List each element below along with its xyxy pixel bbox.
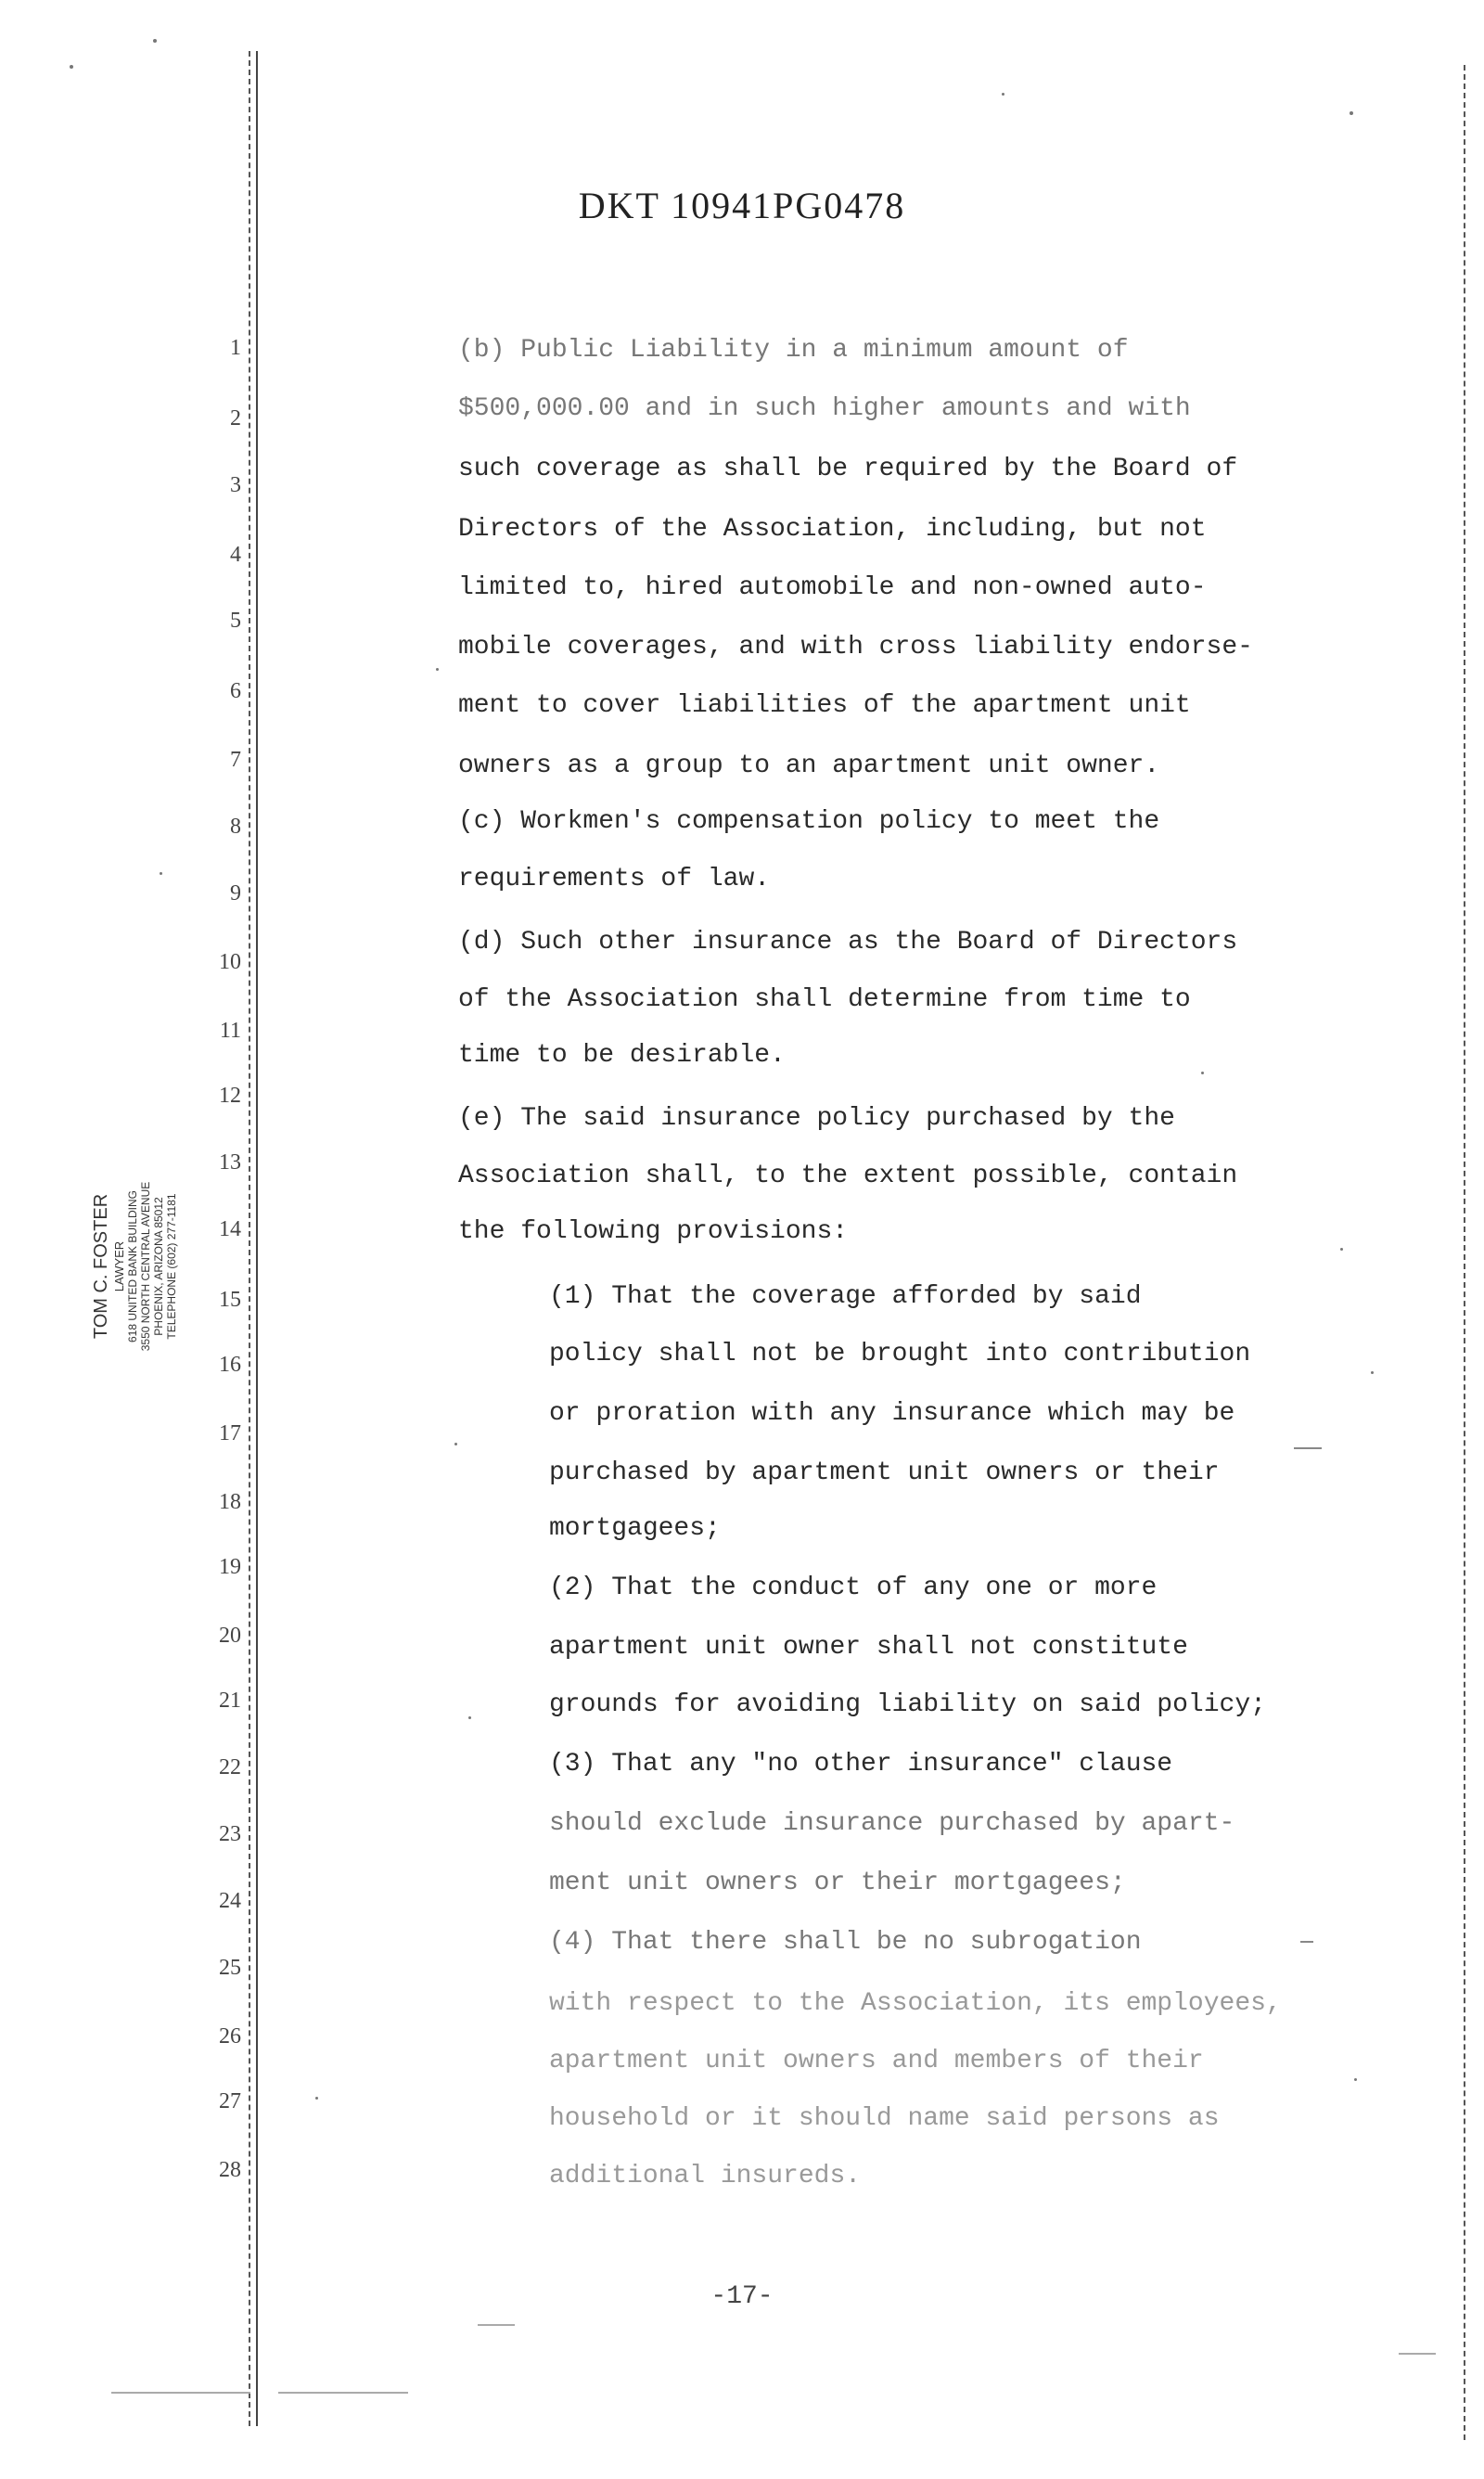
body-line: ment unit owners or their mortgagees; [549,1869,1126,1897]
scan-speck [315,2097,318,2100]
body-line: (b) Public Liability in a minimum amount of [458,336,1129,365]
line-number: 13 [219,1150,241,1175]
line-number: 23 [219,1822,241,1846]
body-line: or proration with any insurance which may be [549,1399,1235,1428]
scan-speck [70,65,73,69]
line-number: 4 [230,543,241,567]
scan-speck [1002,93,1004,96]
line-number: 22 [219,1755,241,1779]
line-number: 26 [219,2024,241,2049]
scan-speck [1201,1072,1204,1074]
body-line: policy shall not be brought into contribution [549,1340,1251,1368]
line-number: 17 [219,1421,241,1445]
attorney-address-1: 618 UNITED BANK BUILDING [126,1189,139,1343]
body-line: Directors of the Association, including, but not [458,515,1207,544]
body-line: (c) Workmen's compensation policy to meet the [458,807,1160,836]
line-number: 18 [219,1490,241,1514]
line-number: 12 [219,1084,241,1108]
line-number: 7 [230,748,241,772]
body-line: mortgagees; [549,1514,721,1543]
margin-rule-left [249,51,250,2426]
body-line: additional insureds. [549,2162,862,2190]
scan-speck [1340,1248,1343,1251]
scan-dash [1399,2353,1436,2355]
body-line: apartment unit owners and members of their [549,2047,1204,2075]
body-line: owners as a group to an apartment unit owner. [458,751,1160,780]
body-line: mobile coverages, and with cross liability endorse- [458,633,1253,661]
scan-dash [1294,1447,1322,1449]
scan-speck [436,668,439,671]
body-line: should exclude insurance purchased by apart- [549,1809,1235,1838]
body-line: (1) That the coverage afforded by said [549,1282,1142,1311]
body-line: with respect to the Association, its employees, [549,1989,1282,2018]
line-number: 24 [219,1889,241,1913]
attorney-sidebar [82,1160,211,1382]
body-line: limited to, hired automobile and non-owned auto- [458,573,1207,602]
line-number: 10 [219,950,241,974]
attorney-name: TOM C. FOSTER [91,1193,111,1340]
scan-dash [111,2392,250,2394]
scan-speck [1354,2078,1357,2081]
scan-speck [454,1443,457,1445]
body-line: of the Association shall determine from time to [458,985,1191,1014]
line-number: 1 [230,336,241,360]
scan-dash [1300,1941,1313,1943]
line-number: 14 [219,1217,241,1241]
body-line: grounds for avoiding liability on said policy; [549,1690,1266,1719]
line-number: 25 [219,1956,241,1980]
line-number: 8 [230,815,241,839]
body-line: such coverage as shall be required by the Board of [458,455,1238,483]
line-number: 9 [230,881,241,906]
body-line: ment to cover liabilities of the apartment unit [458,691,1191,720]
body-line: household or it should name said persons as [549,2104,1220,2133]
attorney-city: PHOENIX, ARIZONA 85012 [152,1197,165,1336]
line-number: 6 [230,679,241,703]
body-line: (2) That the conduct of any one or more [549,1573,1158,1602]
line-number: 20 [219,1624,241,1648]
line-number: 2 [230,406,241,430]
page-number: -17- [710,2282,774,2311]
line-number: 16 [219,1353,241,1377]
scan-speck [160,872,162,875]
line-number: 11 [219,1019,241,1043]
margin-rule-left-inner [256,51,258,2426]
body-line: purchased by apartment unit owners or their [549,1458,1220,1487]
attorney-phone: TELEPHONE (602) 277-1181 [165,1193,178,1340]
line-number: 19 [219,1555,241,1579]
scan-speck [153,39,157,43]
line-number: 27 [219,2089,241,2113]
line-number: 15 [219,1288,241,1312]
body-line: requirements of law. [458,865,771,893]
body-line: (4) That there shall be no subrogation [549,1928,1142,1957]
body-line: Association shall, to the extent possible, contain [458,1162,1238,1190]
body-line: the following provisions: [458,1217,849,1246]
scan-speck [468,1716,471,1719]
body-line: (3) That any "no other insurance" clause [549,1750,1173,1779]
margin-rule-right [1464,65,1465,2440]
attorney-title: LAWYER [112,1240,126,1292]
scan-speck [1350,111,1353,115]
body-line: time to be desirable. [458,1041,786,1070]
body-line: $500,000.00 and in such higher amounts and with [458,394,1191,423]
docket-stamp: DKT 10941PG0478 [578,185,906,226]
body-line: (e) The said insurance policy purchased by the [458,1104,1175,1133]
body-line: apartment unit owner shall not constitute [549,1633,1188,1662]
body-line: (d) Such other insurance as the Board of Directors [458,928,1238,957]
line-number: 5 [230,609,241,633]
line-number: 3 [230,473,241,497]
attorney-address-2: 3550 NORTH CENTRAL AVENUE [139,1181,152,1352]
scan-dash [478,2324,515,2326]
scan-speck [1371,1371,1374,1374]
scan-dash [278,2392,408,2394]
line-number: 21 [219,1689,241,1713]
line-number: 28 [219,2158,241,2182]
